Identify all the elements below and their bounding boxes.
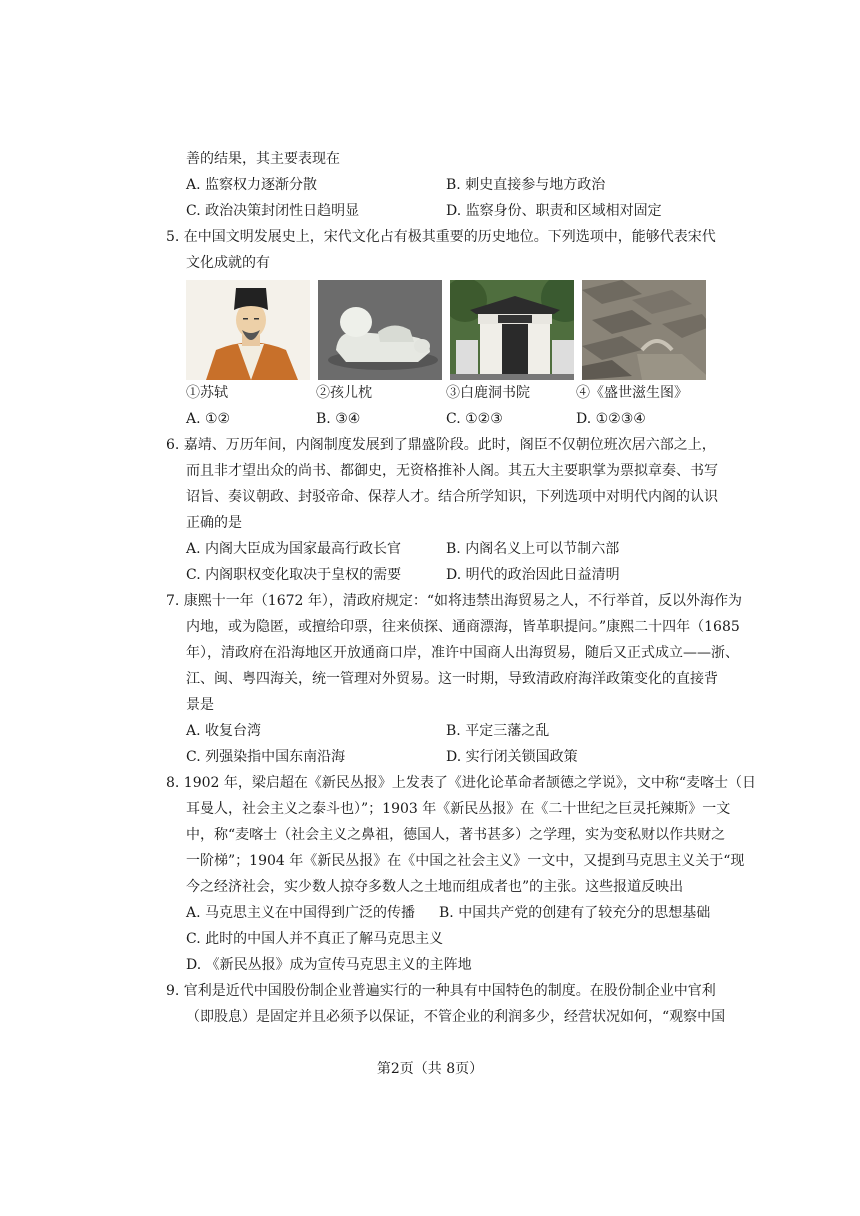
q4-option-d[interactable]: D. 监察身份、职责和区域相对固定: [446, 203, 662, 219]
caption-2: ②孩儿枕: [316, 385, 372, 401]
q5-option-b[interactable]: B. ③④: [316, 411, 361, 427]
q7-stem-line-1: 7. 康熙十一年（1672 年），清政府规定：“如将违禁出海贸易之人，不行举首，反以外海作为: [166, 593, 743, 609]
q5-image-captions: [166, 380, 706, 406]
su-shi-portrait-image: [186, 280, 310, 380]
q7-option-a[interactable]: A. 收复台湾: [186, 723, 262, 739]
q4-option-b[interactable]: B. 刺史直接参与地方政治: [446, 177, 606, 193]
q5-option-d[interactable]: D. ①②③④: [576, 411, 646, 427]
page-content: [166, 146, 757, 1030]
q8-option-d[interactable]: D. 《新民丛报》成为宣传马克思主义的主阵地: [186, 957, 472, 973]
q6-option-d[interactable]: D. 明代的政治因此日益清明: [446, 567, 620, 583]
q4-options-row-2: [166, 198, 706, 224]
caption-3: ③白鹿洞书院: [446, 385, 530, 401]
q6-stem-line-3: 诏旨、奏议朝政、封驳帝命、保荐人才。结合所学知识，下列选项中对明代内阁的认识: [186, 489, 718, 505]
q7-option-d[interactable]: D. 实行闭关锁国政策: [446, 749, 578, 765]
q5-option-c[interactable]: C. ①②③: [446, 411, 503, 427]
q7-option-c[interactable]: C. 列强染指中国东南沿海: [186, 749, 346, 765]
q7-stem-line-2: 内地，或为隐匿，或擅给印票，往来侦探、通商漂海，皆革职提问。”康熙二十四年（1685: [186, 619, 740, 635]
q4-option-c[interactable]: C. 政治决策封闭性日趋明显: [186, 203, 360, 219]
q7-options-row-2: [166, 744, 706, 770]
q7-stem-line-5: 景是: [186, 697, 214, 713]
q8-stem-line-5: 今之经济社会，实少数人掠夺多数人之土地而组成者也”的主张。这些报道反映出: [186, 879, 684, 895]
q7-option-b[interactable]: B. 平定三藩之乱: [446, 723, 550, 739]
q6-stem-line-4: 正确的是: [186, 515, 242, 531]
q8-option-b[interactable]: B. 中国共产党的创建有了较充分的思想基础: [439, 905, 711, 921]
q5-options: [166, 406, 706, 432]
q8-stem-line-4: 一阶梯”；1904 年《新民丛报》在《中国之社会主义》一文中，又提到马克思主义关于“现: [186, 853, 745, 869]
q8-options-row-1: [166, 900, 711, 926]
q6-stem-line-2: 而且非才望出众的尚书、都御史，无资格推补人阁。其五大主要职掌为票拟章奏、书写: [186, 463, 718, 479]
caption-4: ④《盛世滋生图》: [576, 385, 688, 401]
q8-stem-line-1: 8. 1902 年，梁启超在《新民丛报》上发表了《进化论革命者颉德之学说》，文中称“麦喀士（日: [166, 775, 757, 791]
q6-option-c[interactable]: C. 内阁职权变化取决于皇权的需要: [186, 567, 402, 583]
q4-stem-continuation: 善的结果，其主要表现在: [186, 151, 340, 167]
caption-1: ①苏轼: [186, 385, 228, 401]
q9-stem-line-1: 9. 官利是近代中国股份制企业普遍实行的一种具有中国特色的制度。在股份制企业中官利: [166, 983, 716, 999]
q4-options-row-1: [166, 172, 706, 198]
q7-options-row-1: [166, 718, 706, 744]
q5-image-row: [166, 280, 706, 380]
q8-stem-line-2: 耳曼人，社会主义之泰斗也）”；1903 年《新民丛报》在《二十世纪之巨灵托辣斯》一文: [186, 801, 731, 817]
q6-option-b[interactable]: B. 内阁名义上可以节制六部: [446, 541, 620, 557]
white-deer-academy-image: [450, 280, 574, 380]
q6-option-a[interactable]: A. 内阁大臣成为国家最高行政长官: [186, 541, 402, 557]
q5-stem-line-1: 5. 在中国文明发展史上，宋代文化占有极其重要的历史地位。下列选项中，能够代表宋代: [166, 229, 716, 245]
q4-option-a[interactable]: A. 监察权力逐渐分散: [186, 177, 318, 193]
q8-option-a[interactable]: A. 马克思主义在中国得到广泛的传播: [186, 905, 416, 921]
prosperous-suzhou-painting-image: [582, 280, 706, 380]
q7-stem-line-4: 江、闽、粤四海关，统一管理对外贸易。这一时期，导致清政府海洋政策变化的直接背: [186, 671, 718, 687]
q6-options-row-1: [166, 536, 706, 562]
q8-option-c[interactable]: C. 此时的中国人并不真正了解马克思主义: [186, 931, 444, 947]
q6-options-row-2: [166, 562, 706, 588]
q5-option-a[interactable]: A. ①②: [186, 411, 231, 427]
child-pillow-image: [318, 280, 442, 380]
q8-stem-line-3: 中，称“麦喀士（社会主义之鼻祖，德国人，著书甚多）之学理，实为变私财以作共财之: [186, 827, 726, 843]
q9-stem-line-2: （即股息）是固定并且必须予以保证，不管企业的利润多少，经营状况如何，“观察中国: [186, 1009, 726, 1025]
q6-stem-line-1: 6. 嘉靖、万历年间，内阁制度发展到了鼎盛阶段。此时，阁臣不仅朝位班次居六部之上，: [166, 437, 716, 453]
page-footer: 第2页（共 8页）: [376, 1061, 484, 1077]
q5-stem-line-2: 文化成就的有: [186, 255, 270, 271]
q7-stem-line-3: 年），清政府在沿海地区开放通商口岸，准许中国商人出海贸易，随后又正式成立——浙、: [186, 645, 739, 661]
